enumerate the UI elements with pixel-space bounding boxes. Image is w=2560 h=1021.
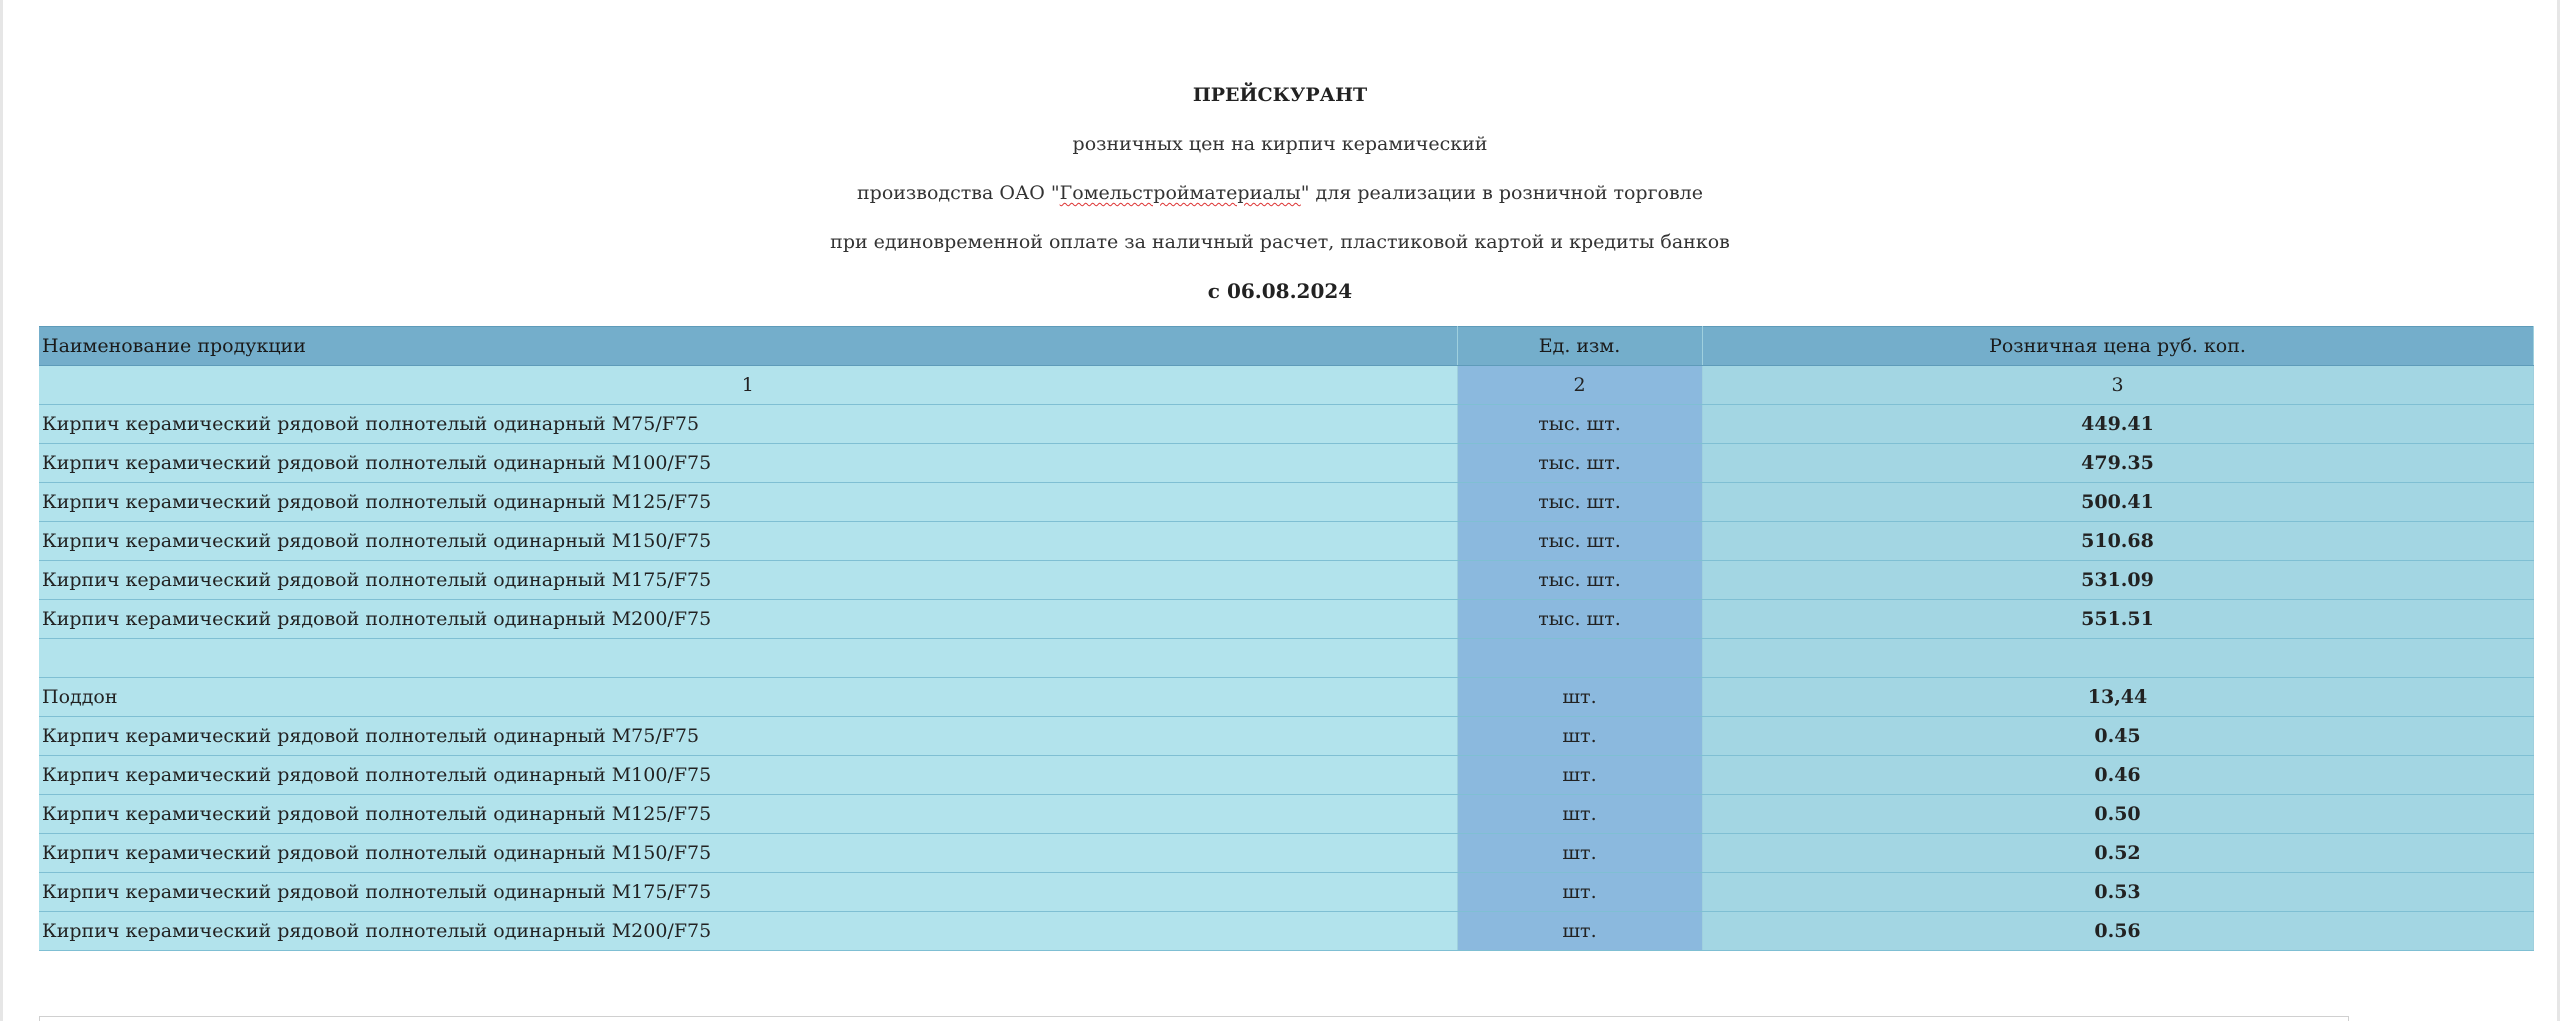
cell-price[interactable]: 510.68 [1702, 522, 2533, 561]
effective-date: с 06.08.2024 [1207, 279, 1353, 303]
cell-product-name[interactable]: Кирпич керамический рядовой полнотелый одинарный М125/F75 [39, 795, 1457, 834]
cell-product-name[interactable]: Кирпич керамический рядовой полнотелый одинарный М150/F75 [39, 834, 1457, 873]
table-row [39, 795, 2533, 834]
cell-product-name[interactable]: Кирпич керамический рядовой полнотелый одинарный М175/F75 [39, 561, 1457, 600]
document-title: ПРЕЙСКУРАНТ [1192, 84, 1368, 106]
column-header-unit[interactable]: Ед. изм. [1457, 327, 1702, 366]
cell-unit[interactable]: шт. [1457, 756, 1702, 795]
table-row [39, 405, 2533, 444]
cell-price[interactable]: 449.41 [1702, 405, 2533, 444]
cell-product-name[interactable]: Кирпич керамический рядовой полнотелый одинарный М200/F75 [39, 912, 1457, 951]
cell-unit[interactable]: шт. [1457, 873, 1702, 912]
cell-price[interactable]: 500.41 [1702, 483, 2533, 522]
subtitle-line-2-prefix: производства ОАО " [857, 182, 1060, 204]
cell-price[interactable]: 531.09 [1702, 561, 2533, 600]
cell-price[interactable]: 0.56 [1702, 912, 2533, 951]
cell-product-name[interactable]: Кирпич керамический рядовой полнотелый одинарный М75/F75 [39, 717, 1457, 756]
cell-price[interactable]: 0.52 [1702, 834, 2533, 873]
cell-product-name[interactable]: Кирпич керамический рядовой полнотелый одинарный М150/F75 [39, 522, 1457, 561]
cell-unit[interactable]: шт. [1457, 717, 1702, 756]
company-name-misspelled[interactable]: Гомельстройматериалы [1059, 182, 1301, 204]
table-row [39, 873, 2533, 912]
cell-price[interactable]: 0.53 [1702, 873, 2533, 912]
table-row [39, 561, 2533, 600]
cell-price[interactable]: 0.45 [1702, 717, 2533, 756]
cell-price[interactable]: 0.50 [1702, 795, 2533, 834]
column-number-3[interactable]: 3 [1702, 366, 2533, 405]
cell-unit[interactable]: шт. [1457, 834, 1702, 873]
cell-price[interactable]: 551.51 [1702, 600, 2533, 639]
cell-unit[interactable]: тыс. шт. [1457, 561, 1702, 600]
table-header-row [39, 327, 2533, 366]
cell-price[interactable]: 0.46 [1702, 756, 2533, 795]
cell-product-name[interactable]: Кирпич керамический рядовой полнотелый одинарный М100/F75 [39, 444, 1457, 483]
table-row [39, 678, 2533, 717]
cell-unit[interactable]: тыс. шт. [1457, 483, 1702, 522]
cell-product-name[interactable]: Кирпич керамический рядовой полнотелый одинарный М75/F75 [39, 405, 1457, 444]
column-number-1[interactable]: 1 [39, 366, 1457, 405]
table-row [39, 834, 2533, 873]
cell-unit[interactable]: шт. [1457, 678, 1702, 717]
cell-unit[interactable]: тыс. шт. [1457, 600, 1702, 639]
subtitle-line-2 [40, 182, 2520, 204]
table-row [39, 912, 2533, 951]
table-row [39, 756, 2533, 795]
cell-unit[interactable]: тыс. шт. [1457, 405, 1702, 444]
cell-product-name[interactable]: Кирпич керамический рядовой полнотелый одинарный М100/F75 [39, 756, 1457, 795]
table-row [39, 639, 2533, 678]
table-row [39, 717, 2533, 756]
cell-unit[interactable]: шт. [1457, 912, 1702, 951]
page-edge-left [0, 0, 3, 1021]
next-section-box [39, 1016, 2349, 1021]
column-number-row [39, 366, 2533, 405]
subtitle-line-2-suffix: " для реализации в розничной торговле [1300, 182, 1703, 204]
cell-unit[interactable] [1457, 639, 1702, 678]
subtitle-line-3: при единовременной оплате за наличный расчет, пластиковой картой и кредиты банков [830, 231, 1730, 253]
price-table [39, 326, 2534, 951]
table-row [39, 444, 2533, 483]
table-body [39, 366, 2533, 951]
cell-price[interactable]: 13,44 [1702, 678, 2533, 717]
column-header-price[interactable]: Розничная цена руб. коп. [1702, 327, 2533, 366]
cell-unit[interactable]: тыс. шт. [1457, 522, 1702, 561]
cell-product-name[interactable]: Кирпич керамический рядовой полнотелый одинарный М175/F75 [39, 873, 1457, 912]
cell-product-name[interactable] [39, 639, 1457, 678]
table-row [39, 483, 2533, 522]
column-header-name[interactable]: Наименование продукции [39, 327, 1457, 366]
cell-product-name[interactable]: Кирпич керамический рядовой полнотелый одинарный М125/F75 [39, 483, 1457, 522]
cell-product-name[interactable]: Поддон [39, 678, 1457, 717]
column-number-2[interactable]: 2 [1457, 366, 1702, 405]
subtitle-line-1: розничных цен на кирпич керамический [1072, 133, 1488, 155]
cell-product-name[interactable]: Кирпич керамический рядовой полнотелый одинарный М200/F75 [39, 600, 1457, 639]
cell-price[interactable] [1702, 639, 2533, 678]
cell-unit[interactable]: тыс. шт. [1457, 444, 1702, 483]
cell-price[interactable]: 479.35 [1702, 444, 2533, 483]
table-row [39, 600, 2533, 639]
table-row [39, 522, 2533, 561]
cell-unit[interactable]: шт. [1457, 795, 1702, 834]
